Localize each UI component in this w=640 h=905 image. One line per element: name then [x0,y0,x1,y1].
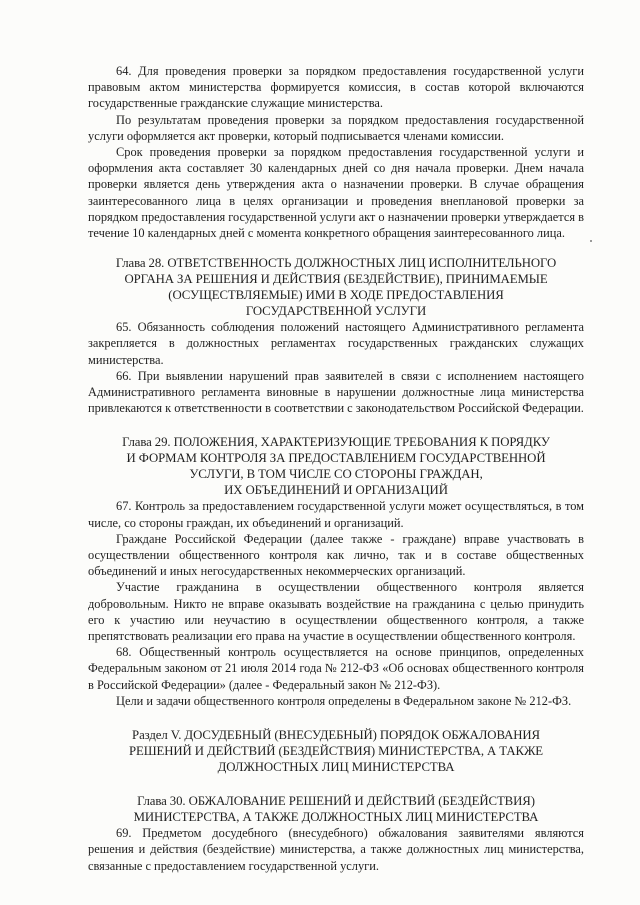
heading-line: Глава 30. ОБЖАЛОВАНИЕ РЕШЕНИЙ И ДЕЙСТВИЙ (БЕЗДЕЙСТВИЯ) [137,794,535,809]
paragraph-64-term: Срок проведения проверки за порядком предоставления государственной услуги и оформления акта составляет 30 календарных дней со дня начала проверки. Днем начала проверки является день утверждения акта о назначении проверки. В случае обращения заинтересованного лица в целях организации и проведения внеплановой проверки за порядком предоставления государственной услуги акт о назначении проверки утверждается в течение 10 календарных дней с момента конкретного обращения заинтересованного лица. [88,145,585,241]
chapter-29-heading [88,434,584,498]
heading-line: МИНИСТЕРСТВА, А ТАКЖЕ ДОЛЖНОСТНЫХ ЛИЦ МИНИСТЕРСТВА [133,810,539,825]
heading-line: ОРГАНА ЗА РЕШЕНИЯ И ДЕЙСТВИЯ (БЕЗДЕЙСТВИЕ), ПРИНИМАЕМЫЕ [124,272,548,287]
chapter-28-heading [88,255,584,319]
heading-line: ИХ ОБЪЕДИНЕНИЙ И ОРГАНИЗАЦИЙ [224,483,448,498]
paragraph-67: 67. Контроль за предоставлением государственной услуги может осуществляться, в том числе, со стороны граждан, их объединений и организаций. [88,499,584,530]
paragraph-64-act: По результатам проведения проверки за порядком предоставления государственной услуги оформляется акт проверки, который подписывается членами комиссии. [88,112,584,143]
paragraph-66: 66. При выявлении нарушений прав заявителей в связи с исполнением настоящего Административного регламента виновные в нарушении должностные лица министерства привлекаются к ответственности в соответствии с законодательством Российской Федерации. [88,368,584,416]
heading-line: (ОСУЩЕСТВЛЯЕМЫЕ) ИМИ В ХОДЕ ПРЕДОСТАВЛЕНИЯ [168,288,504,303]
heading-line: И ФОРМАМ КОНТРОЛЯ ЗА ПРЕДОСТАВЛЕНИЕМ ГОСУДАРСТВЕННОЙ [126,451,546,466]
heading-line: РЕШЕНИЙ И ДЕЙСТВИЙ (БЕЗДЕЙСТВИЯ) МИНИСТЕРСТВА, А ТАКЖЕ [128,744,544,759]
heading-line: ГОСУДАРСТВЕННОЙ УСЛУГИ [245,304,427,319]
heading-line: Глава 28. ОТВЕТСТВЕННОСТЬ ДОЛЖНОСТНЫХ ЛИЦ ИСПОЛНИТЕЛЬНОГО [115,256,557,271]
heading-line: ДОЛЖНОСТНЫХ ЛИЦ МИНИСТЕРСТВА [217,760,455,775]
paragraph-69: 69. Предметом досудебного (внесудебного) обжалования заявителями являются решения и действия (бездействие) министерства, а также должностных лиц министерства, связанные с предоставлением государственной услуги. [88,826,584,873]
paragraph-67-participation: Участие гражданина в осуществлении общественного контроля является добровольным. Никто не вправе оказывать воздействие на гражданина с целью принудить его к участию или неучастию в осуществлении общественного контроля, а также препятствовать реализации его права на участие в осуществлении общественного контроля. [88,580,584,644]
paragraph-64: 64. Для проведения проверки за порядком предоставления государственной услуги правовым актом министерства формируется комиссия, в состав которой включаются государственные гражданские служащие министерства. [88,64,584,111]
heading-line: Глава 29. ПОЛОЖЕНИЯ, ХАРАКТЕРИЗУЮЩИЕ ТРЕБОВАНИЯ К ПОРЯДКУ [122,435,550,450]
paragraph-68: 68. Общественный контроль осуществляется на основе принципов, определенных Федеральным законом от 21 июля 2014 года № 212-ФЗ «Об основах общественного контроля в Российской Федерации» (далее - Федеральный закон № 212-ФЗ). [88,645,584,692]
scan-speck [590,240,592,242]
paragraph-68-goals: Цели и задачи общественного контроля определены в Федеральном законе № 212-ФЗ. [116,693,572,708]
document-body [88,63,584,874]
paragraph-65: 65. Обязанность соблюдения положений настоящего Административного регламента закрепляется в должностных регламентах государственных гражданских служащих министерства. [88,320,584,367]
paragraph-67-citizens: Граждане Российской Федерации (далее также - граждане) вправе участвовать в осуществлении общественного контроля как лично, так и в составе общественных объединений и иных негосударственных некоммерческих организаций. [88,531,584,579]
heading-line: УСЛУГИ, В ТОМ ЧИСЛЕ СО СТОРОНЫ ГРАЖДАН, [189,467,483,482]
chapter-30-heading [88,793,584,825]
heading-line: Раздел V. ДОСУДЕБНЫЙ (ВНЕСУДЕБНЫЙ) ПОРЯДОК ОБЖАЛОВАНИЯ [132,728,540,743]
section-5-heading [88,727,584,775]
